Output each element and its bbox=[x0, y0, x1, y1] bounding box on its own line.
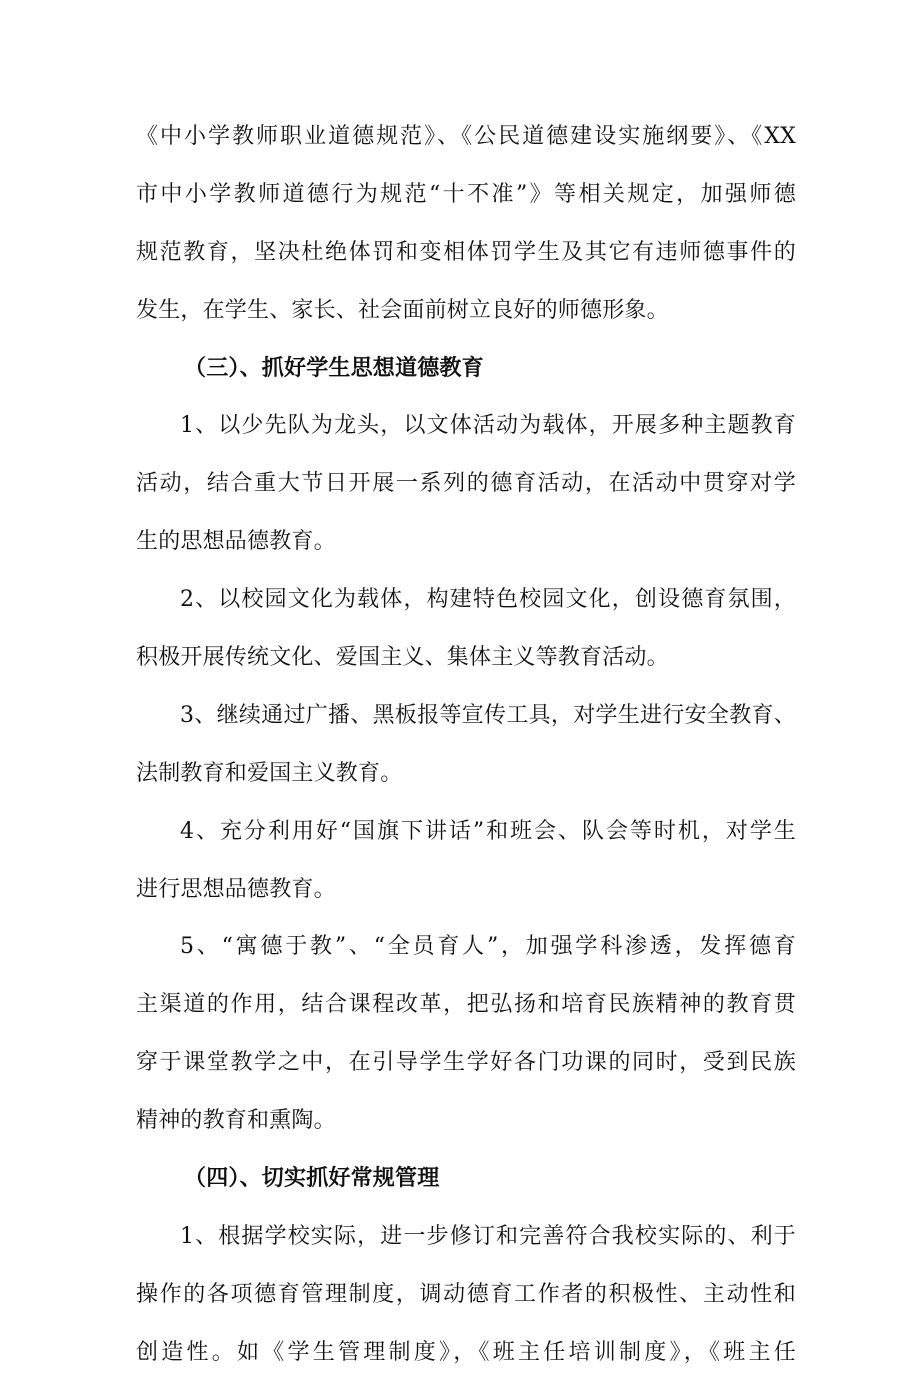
paragraph-line: 市中小学教师道德行为规范“十不准”》等相关规定，加强师德 bbox=[136, 181, 796, 207]
section-heading: （三）、抓好学生思想道德教育 bbox=[184, 354, 484, 381]
paragraph-line: 3、继续通过广播、黑板报等宣传工具，对学生进行安全教育、 bbox=[180, 702, 796, 728]
paragraph-line: 穿于课堂教学之中，在引导学生学好各门功课的同时，受到民族 bbox=[136, 1050, 796, 1076]
paragraph-line: 法制教育和爱国主义教育。 bbox=[136, 760, 403, 786]
section-heading: （四）、切实抓好常规管理 bbox=[184, 1165, 440, 1192]
paragraph-line: 2、以校园文化为载体，构建特色校园文化，创设德育氛围， bbox=[180, 587, 796, 613]
paragraph-line: 进行思想品德教育。 bbox=[136, 876, 336, 902]
paragraph-line: 《中小学教师职业道德规范》、《公民道德建设实施纲要》、《XX bbox=[136, 124, 796, 149]
paragraph-line: 4、充分利用好“国旗下讲话”和班会、队会等时机，对学生 bbox=[180, 818, 796, 844]
paragraph-line: 1、根据学校实际，进一步修订和完善符合我校实际的、利于 bbox=[180, 1223, 796, 1249]
paragraph-line: 规范教育，坚决杜绝体罚和变相体罚学生及其它有违师德事件的 bbox=[136, 239, 796, 265]
paragraph-line: 精神的教育和熏陶。 bbox=[136, 1108, 336, 1134]
paragraph-line: 发生，在学生、家长、社会面前树立良好的师德形象。 bbox=[136, 297, 669, 323]
paragraph-line: 主渠道的作用，结合课程改革，把弘扬和培育民族精神的教育贯 bbox=[136, 992, 796, 1018]
paragraph-line: 积极开展传统文化、爱国主义、集体主义等教育活动。 bbox=[136, 645, 669, 671]
paragraph-line: 创造性。如《学生管理制度》，《班主任培训制度》，《班主任 bbox=[136, 1339, 796, 1365]
paragraph-line: 5、“寓德于教”、“全员育人”，加强学科渗透，发挥德育 bbox=[180, 934, 796, 960]
paragraph-line: 生的思想品德教育。 bbox=[136, 529, 336, 555]
document-body bbox=[136, 108, 796, 1382]
paragraph-line: 活动，结合重大节日开展一系列的德育活动，在活动中贯穿对学 bbox=[136, 471, 796, 497]
paragraph-line: 1、以少先队为龙头，以文体活动为载体，开展多种主题教育 bbox=[180, 413, 796, 439]
paragraph-line: 操作的各项德育管理制度，调动德育工作者的积极性、主动性和 bbox=[136, 1281, 796, 1307]
